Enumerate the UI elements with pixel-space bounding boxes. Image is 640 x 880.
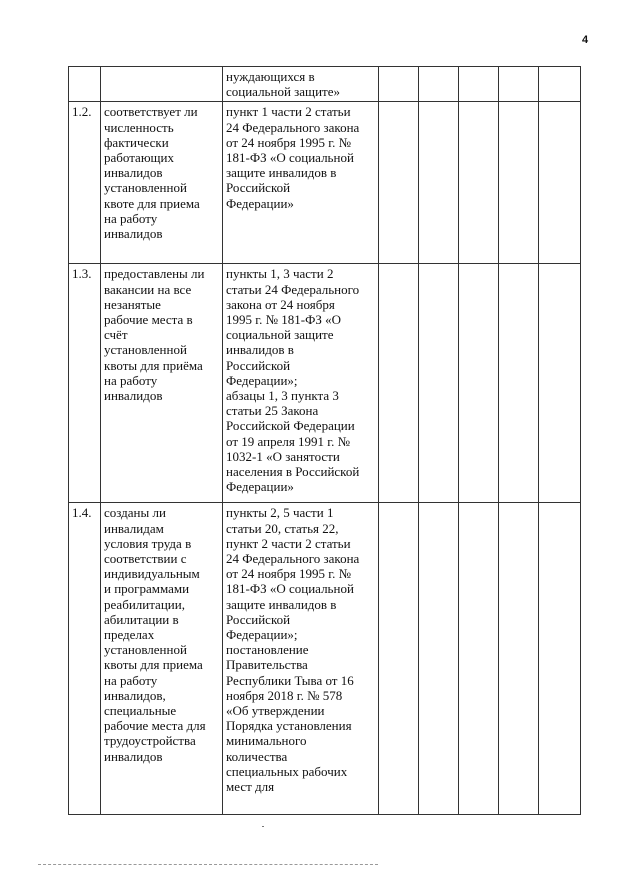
table-row: [69, 264, 581, 503]
row-number-cell: [69, 67, 101, 102]
question-cell: соответствует ли численность фактически работающих инвалидов установленной квоте для приема на работу инвалидов: [101, 102, 223, 264]
answer-no-cell: [419, 264, 459, 503]
checklist-table: [68, 66, 581, 815]
table-row: [69, 102, 581, 264]
answer-extra-cell: [499, 503, 539, 815]
answer-not-applicable-cell: [459, 67, 499, 102]
scan-edge-line: [38, 864, 378, 865]
question-cell: созданы ли инвалидам условия труда в соответствии с индивидуальным и программами реабилитации, абилитации в пределах установленной квоты для приема на работу инвалидов, специальные рабочие места для трудоустройства инвалидов: [101, 503, 223, 815]
scan-speck: [262, 826, 264, 827]
row-number-cell: 1.2.: [69, 102, 101, 264]
notes-cell: [539, 67, 581, 102]
legal-basis-cell: пункты 2, 5 части 1 статьи 20, статья 22, пункт 2 части 2 статьи 24 Федерального закона от 24 ноября 1995 г. № 181-ФЗ «О социальной защите инвалидов в Российской Федерации»; постановление Правительства Республики Тыва от 16 ноября 2018 г. № 578 «Об утверждении Порядка установления минимального количества специальных рабочих мест для: [223, 503, 379, 815]
answer-extra-cell: [499, 102, 539, 264]
notes-cell: [539, 503, 581, 815]
answer-not-applicable-cell: [459, 264, 499, 503]
answer-extra-cell: [499, 264, 539, 503]
legal-basis-cell: нуждающихся в социальной защите»: [223, 67, 379, 102]
answer-not-applicable-cell: [459, 503, 499, 815]
question-cell: [101, 67, 223, 102]
row-number-cell: 1.4.: [69, 503, 101, 815]
row-number-cell: 1.3.: [69, 264, 101, 503]
question-cell: предоставлены ли вакансии на все незанятые рабочие места в счёт установленной квоты для приёма на работу инвалидов: [101, 264, 223, 503]
notes-cell: [539, 264, 581, 503]
answer-yes-cell: [379, 102, 419, 264]
legal-basis-cell: пункты 1, 3 части 2 статьи 24 Федерального закона от 24 ноября 1995 г. № 181-ФЗ «О социальной защите инвалидов в Российской Федерации»; абзацы 1, 3 пункта 3 статьи 25 Закона Российской Федерации от 19 апреля 1991 г. № 1032-1 «О занятости населения в Российской Федерации»: [223, 264, 379, 503]
answer-no-cell: [419, 67, 459, 102]
answer-yes-cell: [379, 503, 419, 815]
answer-no-cell: [419, 503, 459, 815]
answer-yes-cell: [379, 67, 419, 102]
page-number: 4: [582, 34, 589, 46]
table-row: [69, 67, 581, 102]
answer-not-applicable-cell: [459, 102, 499, 264]
legal-basis-cell: пункт 1 части 2 статьи 24 Федерального закона от 24 ноября 1995 г. № 181-ФЗ «О социальной защите инвалидов в Российской Федерации»: [223, 102, 379, 264]
answer-yes-cell: [379, 264, 419, 503]
answer-extra-cell: [499, 67, 539, 102]
notes-cell: [539, 102, 581, 264]
table-row: [69, 503, 581, 815]
answer-no-cell: [419, 102, 459, 264]
